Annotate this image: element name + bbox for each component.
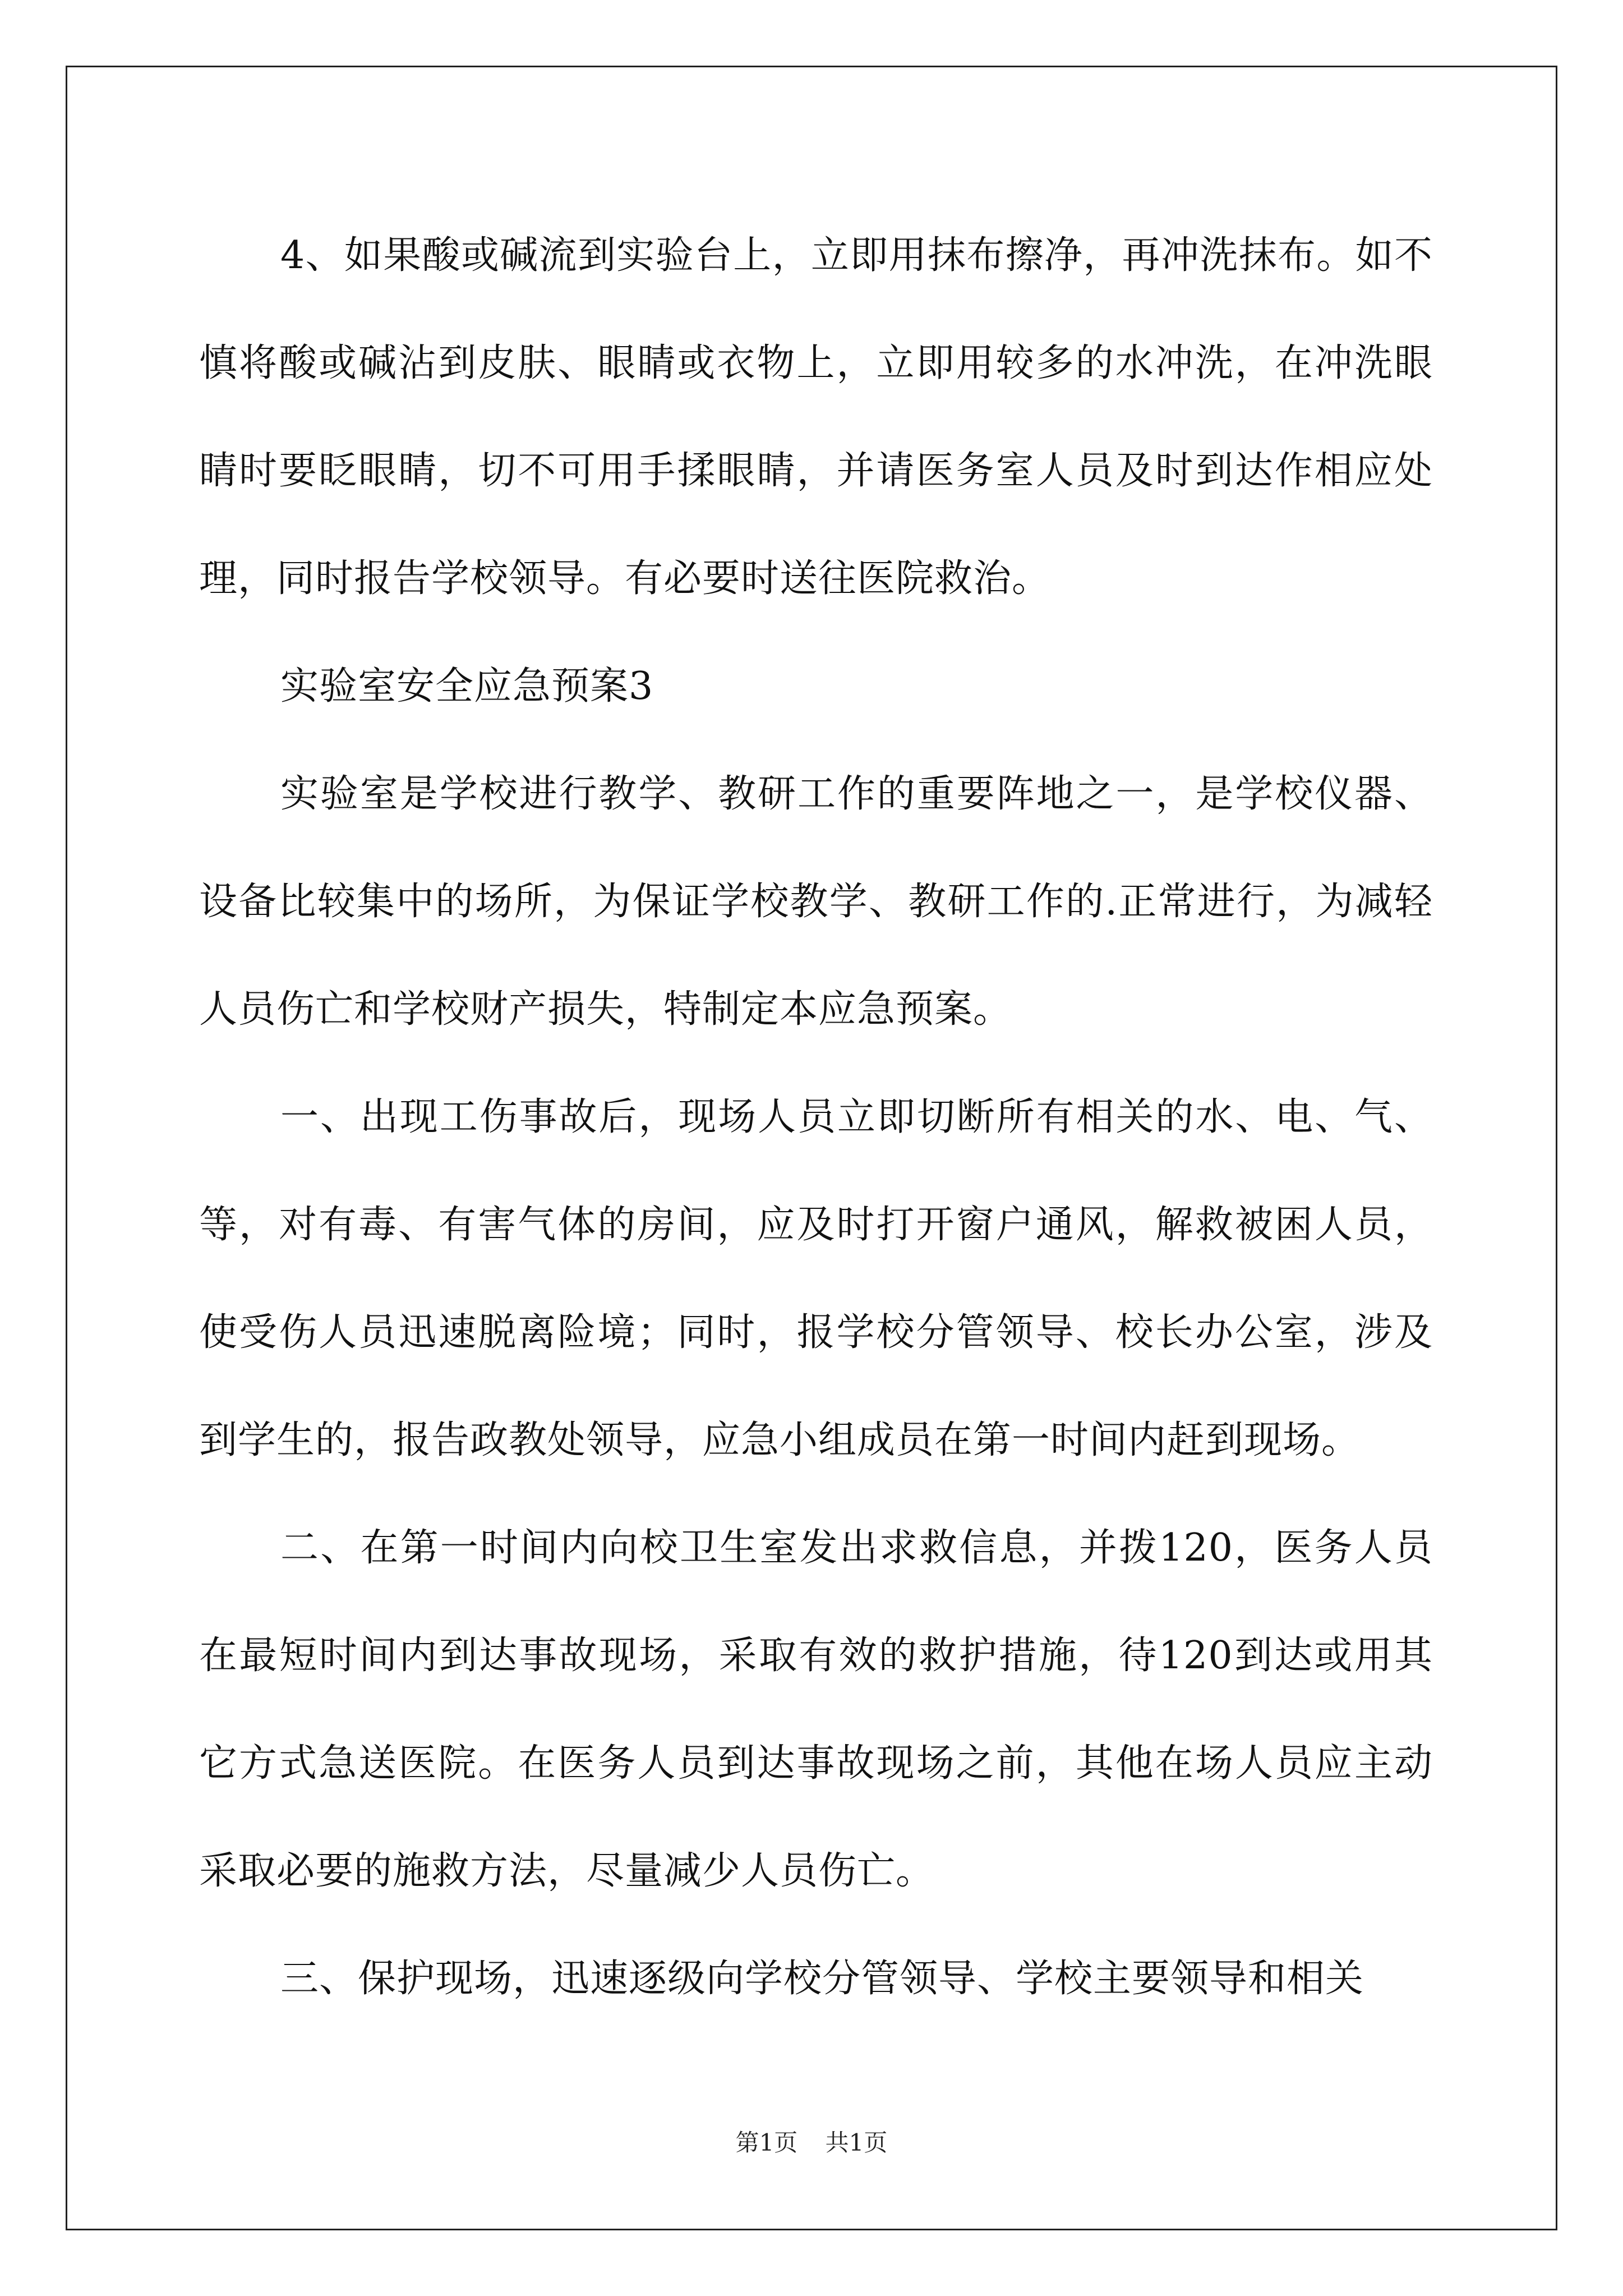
page-number-total: 共1页 xyxy=(825,2129,888,2156)
page-number-current: 第1页 xyxy=(735,2129,798,2156)
paragraph: 三、保护现场，迅速逐级向学校分管领导、学校主要领导和相关 xyxy=(280,1957,1364,2001)
page-footer xyxy=(0,2126,1623,2160)
paragraph: 实验室是学校进行教学、教研工作的重要阵地之一，是学校仪器、设备比较集中的场所，为保证学校教学、教研工作的.正常进行，为减轻人员伤亡和学校财产损失，特制定本应急预案。 xyxy=(199,772,1433,1032)
paragraph: 二、在第一时间内向校卫生室发出求救信息，并拨120，医务人员在最短时间内到达事故现场，采取有效的救护措施，待120到达或用其它方式急送医院。在医务人员到达事故现场之前，其他在场人员应主动采取必要的施救方法，尽量减少人员伤亡。 xyxy=(199,1526,1433,1893)
section-heading: 实验室安全应急预案3 xyxy=(280,664,654,708)
document-body xyxy=(199,202,1433,2033)
paragraph: 4、如果酸或碱流到实验台上，立即用抹布擦净，再冲洗抹布。如不慎将酸或碱沾到皮肤、眼睛或衣物上，立即用较多的水冲洗，在冲洗眼睛时要眨眼睛，切不可用手揉眼睛，并请医务室人员及时到达作相应处理，同时报告学校领导。有必要时送往医院救治。 xyxy=(199,233,1433,601)
paragraph: 一、出现工伤事故后，现场人员立即切断所有相关的水、电、气、等，对有毒、有害气体的房间，应及时打开窗户通风，解救被困人员，使受伤人员迅速脱离险境；同时，报学校分管领导、校长办公室，涉及到学生的，报告政教处领导，应急小组成员在第一时间内赶到现场。 xyxy=(199,1095,1433,1462)
